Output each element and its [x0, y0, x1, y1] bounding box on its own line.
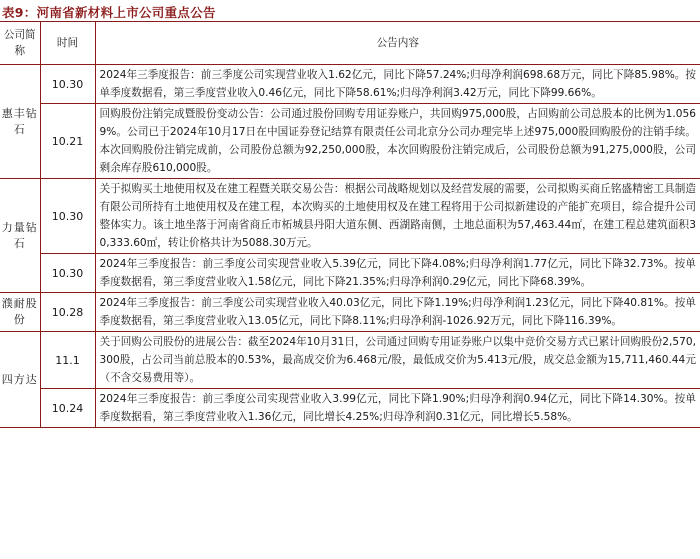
announcement-date: 10.28: [40, 293, 95, 332]
announcement-content: 2024年三季度报告：前三季度公司实现营业收入1.62亿元，同比下降57.24%;归母净利润698.68万元，同比下降85.98%。按单季度数据看，第三季度营业收入0.46亿元，同比下降58.61%;归母净利润3.42万元，同比下降99.66%。: [95, 65, 700, 104]
announcement-content: 2024年三季度报告：前三季度公司实现营业收入40.03亿元，同比下降1.19%;归母净利润1.23亿元，同比下降40.81%。按单季度数据看，第三季度营业收入13.05亿元，同比下降8.11%;归母净利润-1026.92万元，同比下降116.39%。: [95, 293, 700, 332]
header-date: 时间: [40, 22, 95, 65]
header-content: 公告内容: [95, 22, 700, 65]
table-row: [0, 254, 700, 293]
announcement-date: 10.30: [40, 254, 95, 293]
table-title-bar: [0, 0, 700, 22]
company-name: 濮耐股份: [0, 293, 40, 332]
company-name: 四方达: [0, 332, 40, 428]
announcement-content: 2024年三季度报告：前三季度公司实现营业收入3.99亿元，同比下降1.90%;归母净利润0.94亿元，同比下降14.30%。按单季度数据看，第三季度营业收入1.36亿元，同比增长4.25%;归母净利润0.31亿元，同比增长5.58%。: [95, 389, 700, 428]
table-title: 表9：河南省新材料上市公司重点公告: [2, 5, 216, 20]
company-name: 力量钻石: [0, 179, 40, 293]
company-name: 惠丰钻石: [0, 65, 40, 179]
table-row: [0, 332, 700, 389]
header-row: [0, 22, 700, 65]
table-row: [0, 293, 700, 332]
header-company: 公司简称: [0, 22, 40, 65]
table-row: [0, 65, 700, 104]
table-row: [0, 179, 700, 254]
announcement-content: 回购股份注销完成暨股份变动公告：公司通过股份回购专用证券账户，共回购975,000股，占回购前公司总股本的比例为1.0569%。公司已于2024年10月17日在中国证券登记结算有限责任公司北京分公司办理完毕上述975,000股回购股份的注销手续。本次回购股份注销完成前，公司股份总额为92,250,000股，本次回购股份注销完成后，公司股份总额为91,275,000股，公司剩余库存股610,000股。: [95, 104, 700, 179]
announcement-content: 2024年三季度报告：前三季度公司实现营业收入5.39亿元，同比下降4.08%;归母净利润1.77亿元，同比下降32.73%。按单季度数据看，第三季度营业收入1.58亿元，同比下降21.35%;归母净利润0.29亿元，同比下降68.39%。: [95, 254, 700, 293]
announcement-date: 10.30: [40, 65, 95, 104]
announcement-content: 关于拟购买土地使用权及在建工程暨关联交易公告：根据公司战略规划以及经营发展的需要，公司拟购买商丘铭盛精密工具制造有限公司所持有土地使用权及在建工程，本次购买的土地使用权及在建工程将用于公司拟新建设的产能扩充项目，综合提升公司整体实力。该土地坐落于河南省商丘市柘城县丹阳大道东侧、西湖路南侧，土地总面积为57,463.44㎡，在建工程总建筑面积30,333.60㎡，转让价格共计为5088.30万元。: [95, 179, 700, 254]
announcements-table: [0, 22, 700, 428]
table-row: [0, 104, 700, 179]
table-row: [0, 389, 700, 428]
announcement-date: 10.30: [40, 179, 95, 254]
announcement-date: 10.21: [40, 104, 95, 179]
announcement-date: 10.24: [40, 389, 95, 428]
announcement-content: 关于回购公司股份的进展公告：截至2024年10月31日，公司通过回购专用证券账户以集中竞价交易方式已累计回购股份2,570,300股，占公司当前总股本的0.53%，最高成交价为6.468元/股，最低成交价为5.413元/股，成交总金额为15,711,460.44元（不含交易费用等）。: [95, 332, 700, 389]
announcement-date: 11.1: [40, 332, 95, 389]
